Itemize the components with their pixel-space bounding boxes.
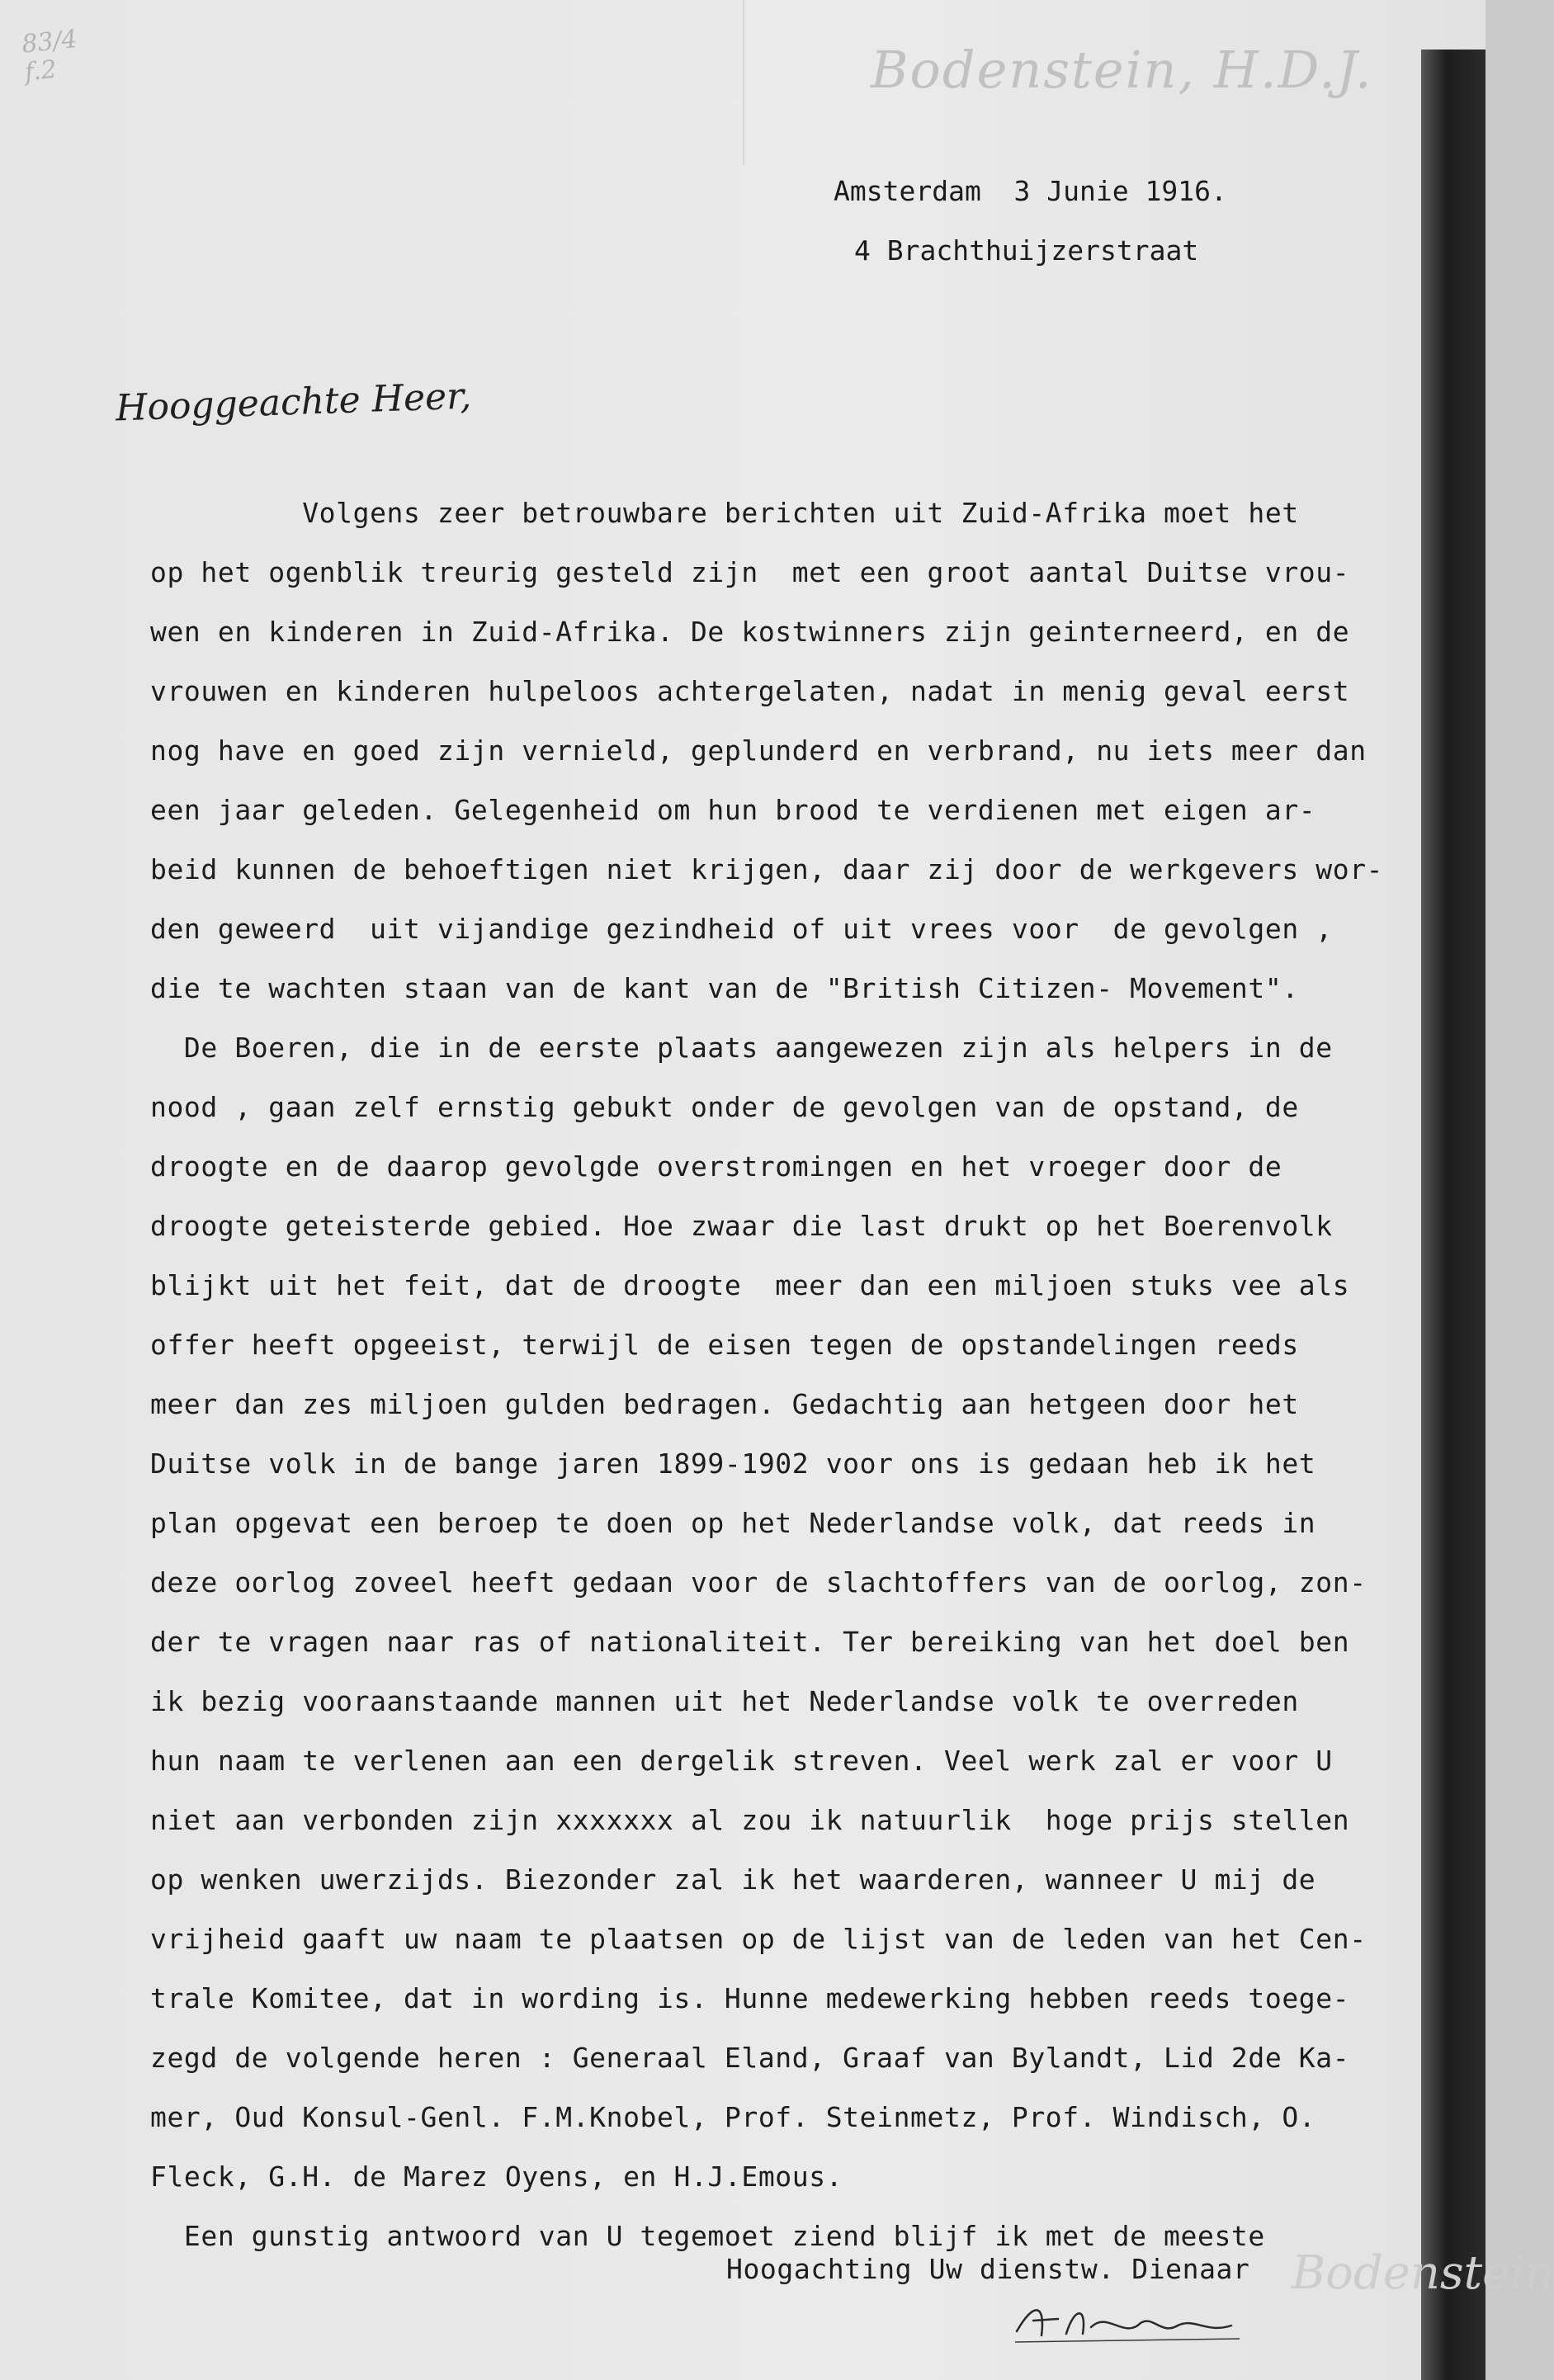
body-line: trale Komitee, dat in wording is. Hunne medewerking hebben reeds toege- (150, 1982, 1350, 2014)
body-line: der te vragen naar ras of nationaliteit. Ter bereiking van het doel ben (150, 1626, 1350, 1658)
letterhead (834, 162, 1227, 281)
body-line: beid kunnen de behoeftigen niet krijgen, daar zij door de werkgevers wor- (150, 853, 1384, 885)
body-line: niet aan verbonden zijn xxxxxxx al zou ik natuurlik hoge prijs stellen (150, 1804, 1350, 1836)
letter-body (150, 484, 1405, 2266)
body-line: Volgens zeer betrouwbare berichten uit Zuid-Afrika moet het (150, 497, 1299, 529)
body-line: zegd de volgende heren : Generaal Eland, Graaf van Bylandt, Lid 2de Ka- (150, 2042, 1350, 2074)
body-line: blijkt uit het feit, dat de droogte meer dan een miljoen stuks vee als (150, 1269, 1350, 1301)
scan-edge-strip (1421, 50, 1486, 2380)
closing-line: Hoogachting Uw dienstw. Dienaar (726, 2253, 1250, 2285)
salutation: Hooggeachte Heer, (115, 375, 473, 430)
body-line: een jaar geleden. Gelegenheid om hun brood te verdienen met eigen ar- (150, 794, 1316, 826)
body-line: droogte en de daarop gevolgde overstromingen en het vroeger door de (150, 1150, 1282, 1183)
body-line: deze oorlog zoveel heeft gedaan voor de slachtoffers van de oorlog, zon- (150, 1566, 1367, 1598)
body-line: vrouwen en kinderen hulpeloos achtergelaten, nadat in menig geval eerst (150, 675, 1350, 707)
body-line: plan opgevat een beroep te doen op het Nederlandse volk, dat reeds in (150, 1507, 1316, 1539)
archive-name-bottom: Bodenstein (1292, 2246, 1554, 2300)
body-line: hun naam te verlenen aan een dergelik streven. Veel werk zal er voor U (150, 1745, 1333, 1777)
body-line: meer dan zes miljoen gulden bedragen. Gedachtig aan hetgeen door het (150, 1388, 1299, 1420)
body-line: offer heeft opgeeist, terwijl de eisen tegen de opstandelingen reeds (150, 1329, 1299, 1361)
body-line: mer, Oud Konsul-Genl. F.M.Knobel, Prof. Steinmetz, Prof. Windisch, O. (150, 2101, 1316, 2133)
body-line: den geweerd uit vijandige gezindheid of uit vrees voor de gevolgen , (150, 913, 1333, 945)
body-line: op het ogenblik treurig gesteld zijn met een groot aantal Duitse vrou- (150, 556, 1350, 588)
body-line: op wenken uwerzijds. Biezonder zal ik het waarderen, wanneer U mij de (150, 1863, 1316, 1896)
archive-name-top: Bodenstein, H.D.J. (871, 40, 1373, 100)
place-date: Amsterdam 3 Junie 1916. (834, 175, 1227, 207)
sender-address: 4 Brachthuijzerstraat (854, 234, 1199, 267)
body-line: Duitse volk in de bange jaren 1899-1902 voor ons is gedaan heb ik het (150, 1447, 1316, 1480)
body-line: De Boeren, die in de eerste plaats aangewezen zijn als helpers in de (150, 1032, 1333, 1064)
body-line: wen en kinderen in Zuid-Afrika. De kostwinners zijn geinterneerd, en de (150, 616, 1350, 648)
body-line: droogte geteisterde gebied. Hoe zwaar die last drukt op het Boerenvolk (150, 1210, 1333, 1242)
paper-fold (743, 0, 744, 165)
body-line: ik bezig vooraanstaande mannen uit het Nederlandse volk te overreden (150, 1685, 1299, 1717)
handwritten-signature (1008, 2294, 1256, 2352)
body-line: Een gunstig antwoord van U tegemoet ziend blijf ik met de meeste (150, 2220, 1265, 2252)
body-line: nog have en goed zijn vernield, geplunderd en verbrand, nu iets meer dan (150, 734, 1367, 767)
body-line: die te wachten staan van de kant van de "British Citizen- Movement". (150, 972, 1299, 1004)
body-line: nood , gaan zelf ernstig gebukt onder de gevolgen van de opstand, de (150, 1091, 1299, 1123)
body-line: Fleck, G.H. de Marez Oyens, en H.J.Emous. (150, 2160, 843, 2193)
archive-corner-note: 83/4 f.2 (20, 24, 79, 87)
body-line: vrijheid gaaft uw naam te plaatsen op de lijst van de leden van het Cen- (150, 1923, 1367, 1955)
